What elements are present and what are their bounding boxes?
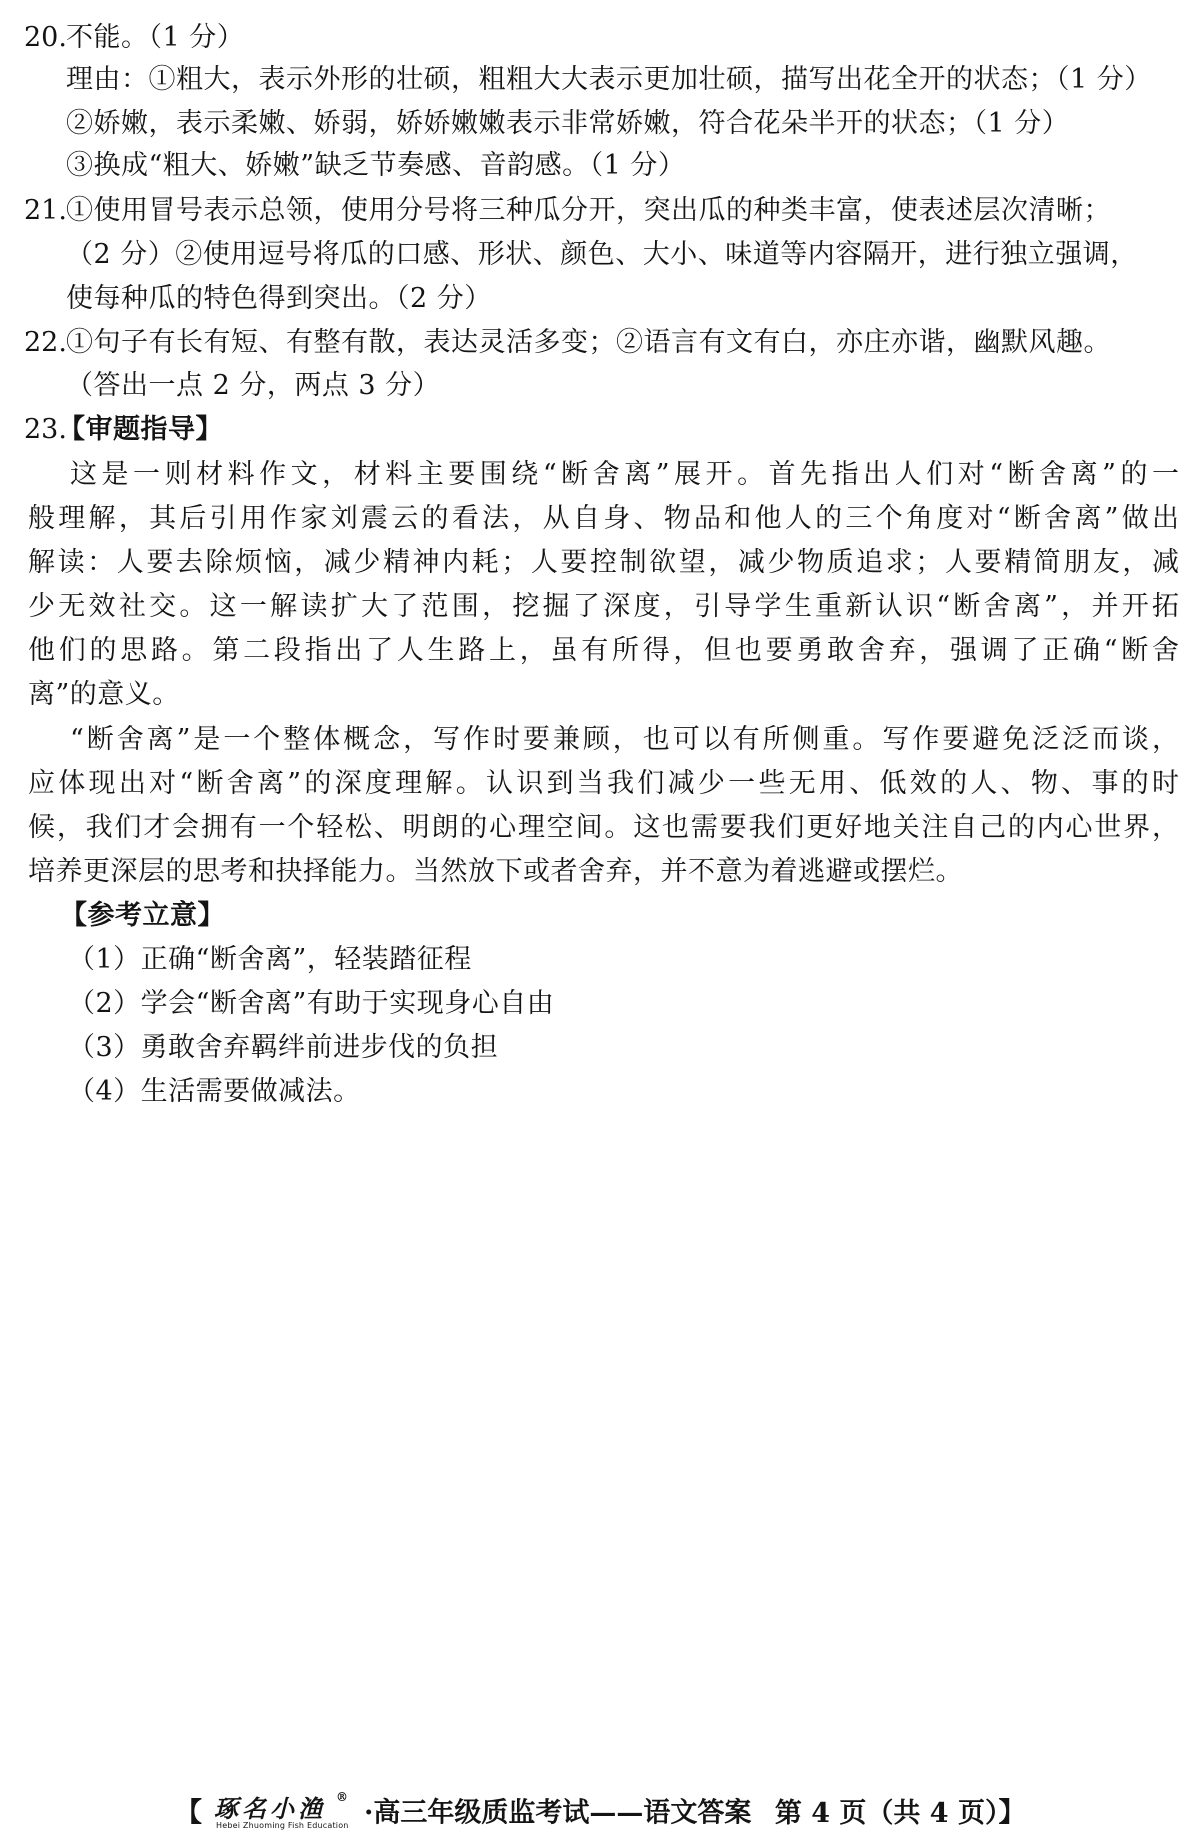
footer-title: ·高三年级质监考试——语文答案 (364, 1797, 752, 1829)
q23-para1-line: 这是一则材料作文，材料主要围绕“断舍离”展开。首先指出人们对“断舍离”的一 (70, 459, 1180, 490)
q23-ref-item: （3）勇敢舍弃羁绊前进步伐的负担 (68, 1032, 499, 1063)
footer-close-bracket: 】 (998, 1797, 1026, 1829)
q23-ref-heading: 【参考立意】 (60, 900, 225, 931)
q23-para2-line: 培养更深层的思考和抉择能力。当然放下或者舍弃，并不意为着逃避或摆烂。 (28, 856, 963, 887)
q23-para2-line: “断舍离”是一个整体概念，写作时要兼顾，也可以有所侧重。写作要避免泛泛而谈， (70, 724, 1180, 755)
q23-para1-line: 他们的思路。第二段指出了人生路上，虽有所得，但也要勇敢舍弃，强调了正确“断舍 (28, 635, 1180, 666)
footer-open-bracket: 【 (175, 1797, 202, 1829)
q23-para1-line: 解读：人要去除烦恼，减少精神内耗；人要控制欲望，减少物质追求；人要精简朋友，减 (28, 547, 1180, 578)
q20-answer: 不能。（1 分） (66, 22, 245, 53)
q23-para1-line: 离”的意义。 (28, 679, 180, 710)
footer-page-number: 第 4 页（共 4 页） (774, 1797, 999, 1829)
q21-line-1: ①使用冒号表示总领，使用分号将三种瓜分开，突出瓜的种类丰富，使表述层次清晰； (66, 195, 1111, 226)
q23-ref-item: （1）正确“断舍离”，轻装踏征程 (68, 944, 472, 975)
q23-para1-line: 少无效社交。这一解读扩大了范围，挖掘了深度，引导学生重新认识“断舍离”，并开拓 (28, 591, 1180, 622)
logo-subtitle: Hebei Zhuoming Fish Education (216, 1820, 349, 1830)
q21-line-2: （2 分）②使用逗号将瓜的口感、形状、颜色、大小、味道等内容隔开，进行独立强调， (66, 239, 1138, 270)
q20-reason-3: ③换成“粗大、娇嫩”缺乏节奏感、音韵感。（1 分） (66, 150, 686, 181)
q20-reason-2: ②娇嫩，表示柔嫩、娇弱，娇娇嫩嫩表示非常娇嫩，符合花朵半开的状态；（1 分） (66, 108, 1070, 139)
page-footer (175, 1789, 1026, 1831)
q22-number: 22. (24, 327, 67, 358)
q20-reason-1: 理由：①粗大，表示外形的壮硕，粗粗大大表示更加壮硕，描写出花全开的状态；（1 分） (66, 64, 1152, 95)
q23-number: 23. (24, 414, 67, 445)
publisher-logo (208, 1789, 358, 1831)
logo-registered-mark: ® (336, 1789, 348, 1804)
q23-heading: 【审题指导】 (58, 414, 223, 445)
q22-line-2: （答出一点 2 分，两点 3 分） (66, 370, 441, 401)
q22-line-1: ①句子有长有短、有整有散，表达灵活多变；②语言有文有白，亦庄亦谐，幽默风趣。 (66, 327, 1111, 358)
q21-number: 21. (24, 195, 67, 226)
q23-ref-item: （4）生活需要做减法。 (68, 1076, 361, 1107)
q23-para1-line: 般理解，其后引用作家刘震云的看法，从自身、物品和他人的三个角度对“断舍离”做出 (28, 503, 1180, 534)
q20-number: 20. (24, 22, 67, 53)
logo-script-text: 琢名小渔 (214, 1793, 326, 1823)
q23-para2-line: 应体现出对“断舍离”的深度理解。认识到当我们减少一些无用、低效的人、物、事的时 (28, 768, 1180, 799)
q23-para2-line: 候，我们才会拥有一个轻松、明朗的心理空间。这也需要我们更好地关注自己的内心世界， (28, 812, 1180, 843)
q21-line-3: 使每种瓜的特色得到突出。（2 分） (66, 283, 492, 314)
q23-ref-item: （2）学会“断舍离”有助于实现身心自由 (68, 988, 555, 1019)
